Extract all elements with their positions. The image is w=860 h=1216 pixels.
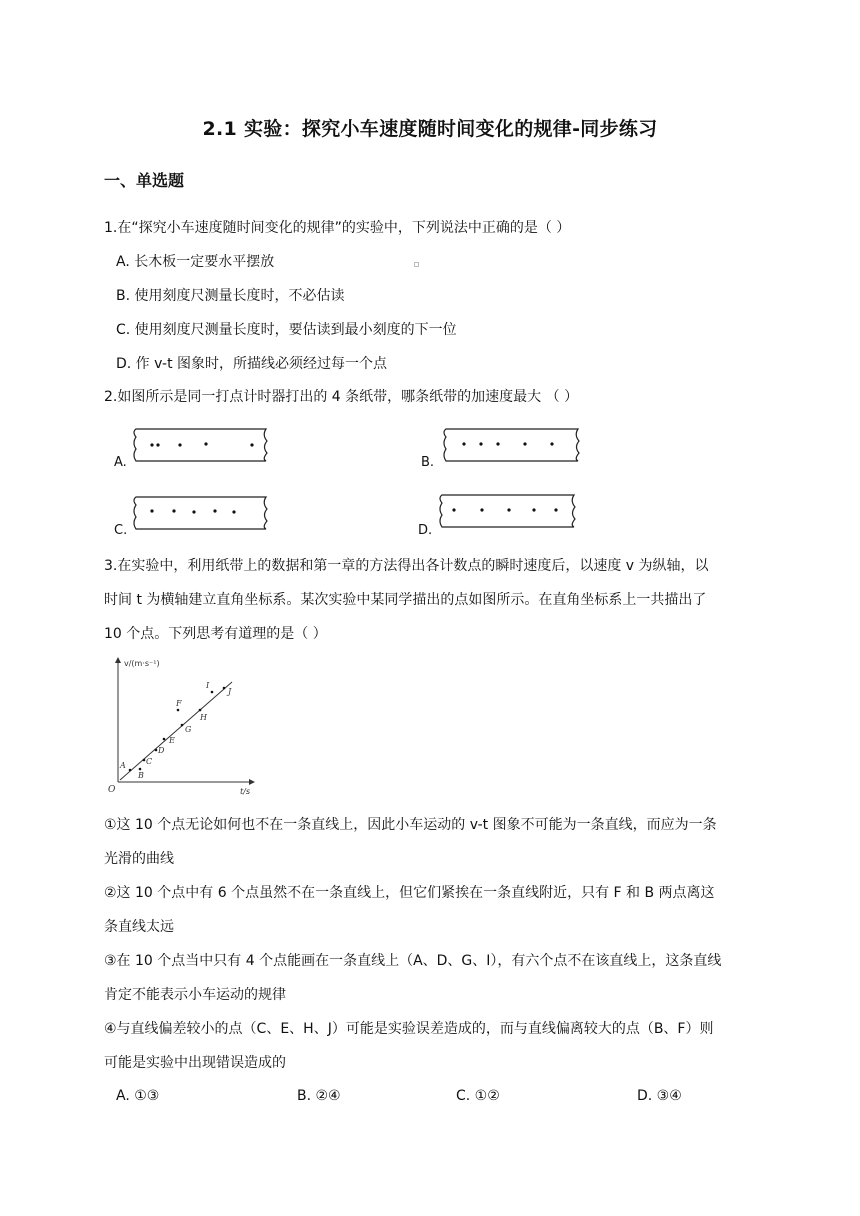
point-d-label: D xyxy=(158,746,165,755)
q2-label-d: D. xyxy=(418,523,433,538)
statement-4-line-2: 可能是实验中出现错误造成的 xyxy=(104,1055,286,1071)
q1-option-d: D. 作 v-t 图象时，所描线必须经过每一个点 xyxy=(116,356,388,372)
statement-3-line-2: 肯定不能表示小车运动的规律 xyxy=(104,987,286,1003)
point-e-label: E xyxy=(169,736,175,745)
point-b-label: B xyxy=(138,771,144,780)
q1-option-c: C. 使用刻度尺测量长度时，要估读到最小刻度的下一位 xyxy=(116,322,457,338)
point-a-label: A xyxy=(120,761,126,770)
q3-stem-line-1: 3.在实验中，利用纸带上的数据和第一章的方法得出各计数点的瞬时速度后，以速度 v 为纵轴，以 xyxy=(104,558,709,574)
point-c xyxy=(143,759,146,762)
point-a xyxy=(129,769,132,772)
statement-3-line-1: ③在 10 个点当中只有 4 个点能画在一条直线上（A、D、G、I），有六个点不在该直线上，这条直线 xyxy=(104,953,722,969)
q3-option-a: A. ①③ xyxy=(116,1088,160,1104)
point-j-label: J xyxy=(228,687,232,696)
q2-label-a: A. xyxy=(114,455,127,470)
point-d xyxy=(155,749,158,752)
point-c-label: C xyxy=(146,757,153,766)
statement-4-line-1: ④与直线偏差较小的点（C、E、H、J）可能是实验误差造成的，而与直线偏离较大的点（B、F）则 xyxy=(104,1021,714,1037)
point-f xyxy=(177,709,180,712)
q2-label-c: C. xyxy=(114,523,128,538)
small-anchor-mark xyxy=(414,262,419,267)
point-b xyxy=(139,768,142,771)
point-e xyxy=(163,738,166,741)
q3-stem-line-3: 10 个点。下列思考有道理的是（ ） xyxy=(104,626,327,642)
statement-1-line-2: 光滑的曲线 xyxy=(104,851,174,867)
x-axis-label: t/s xyxy=(240,787,250,796)
y-axis-label: v/(m·s⁻¹) xyxy=(124,659,160,668)
q1-option-a: A. 长木板一定要水平摆放 xyxy=(116,254,275,270)
point-i xyxy=(211,691,214,694)
q3-option-b: B. ②④ xyxy=(297,1088,341,1104)
point-g-label: G xyxy=(185,725,192,734)
q1-option-b: B. 使用刻度尺测量长度时，不必估读 xyxy=(116,288,345,304)
paper-tape-b xyxy=(438,426,586,464)
paper-tape-c xyxy=(128,494,273,532)
paper-tape-a xyxy=(128,426,273,464)
point-j xyxy=(223,687,226,690)
point-f-label: F xyxy=(176,699,182,708)
q3-option-c: C. ①② xyxy=(456,1088,500,1104)
point-i-label: I xyxy=(206,681,210,690)
q2-label-b: B. xyxy=(421,455,435,470)
fit-line xyxy=(120,682,232,780)
origin-label: O xyxy=(108,785,116,795)
q3-option-d: D. ③④ xyxy=(637,1088,682,1104)
statement-2-line-2: 条直线太远 xyxy=(104,919,174,935)
paper-tape-d xyxy=(434,492,582,530)
q3-stem-line-2: 时间 t 为横轴建立直角坐标系。某次实验中某同学描出的点如图所示。在直角坐标系上一共描出了 xyxy=(104,592,707,608)
statement-1-line-1: ①这 10 个点无论如何也不在一条直线上，因此小车运动的 v-t 图象不可能为一条直线，而应为一条 xyxy=(104,817,717,833)
point-h-label: H xyxy=(200,713,207,722)
vt-graph xyxy=(100,652,265,800)
q1-stem: 1.在“探究小车速度随时间变化的规律”的实验中，下列说法中正确的是（ ） xyxy=(104,220,571,236)
statement-2-line-1: ②这 10 个点中有 6 个点虽然不在一条直线上，但它们紧挨在一条直线附近，只有 F 和 B 两点离这 xyxy=(104,885,715,901)
q2-stem: 2.如图所示是同一打点计时器打出的 4 条纸带，哪条纸带的加速度最大 （ ） xyxy=(104,389,579,405)
section-heading: 一、单选题 xyxy=(104,171,185,190)
page-title: 2.1 实验：探究小车速度随时间变化的规律-同步练习 xyxy=(202,118,658,140)
point-h xyxy=(199,709,202,712)
point-g xyxy=(181,724,184,727)
